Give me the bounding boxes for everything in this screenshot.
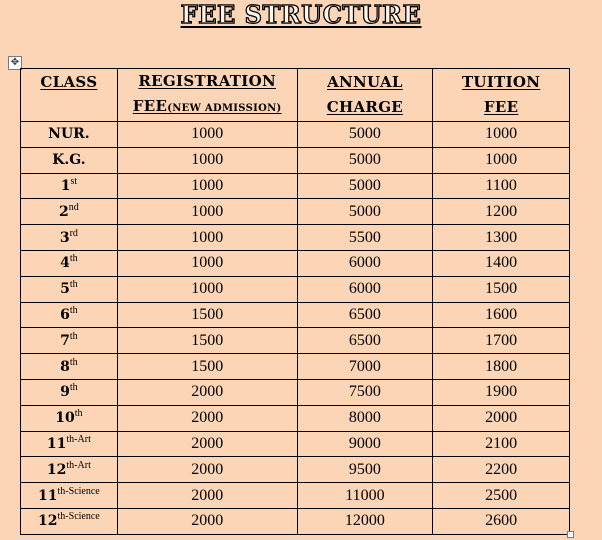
annual-cell: 8000	[297, 405, 433, 431]
class-cell: $12^{th-Science}$	[21, 508, 118, 534]
annual-cell: 5000	[297, 199, 433, 225]
annual-cell: 6000	[297, 276, 433, 302]
registration-cell: 2000	[117, 431, 297, 457]
class-cell: 3rd	[21, 225, 118, 251]
table-resize-handle[interactable]	[567, 531, 574, 538]
tuition-cell: 1000	[433, 147, 570, 173]
registration-cell: 2000	[117, 483, 297, 509]
table-row	[21, 457, 570, 483]
annual-cell: 12000	[297, 508, 433, 534]
header-tuition-line1: TUITION	[461, 73, 541, 91]
table-row	[21, 276, 570, 302]
table-row	[21, 431, 570, 457]
header-registration-line2: FEE	[132, 97, 168, 115]
table-header-row	[21, 69, 570, 122]
tuition-cell: 1000	[433, 122, 570, 148]
table-row	[21, 250, 570, 276]
tuition-cell: 1400	[433, 250, 570, 276]
header-registration-note: (NEW ADMISSION)	[167, 103, 282, 114]
tuition-cell: 2200	[433, 457, 570, 483]
fee-table	[20, 68, 570, 535]
table-row	[21, 173, 570, 199]
header-registration	[117, 69, 297, 122]
registration-cell: 1000	[117, 199, 297, 225]
annual-cell: 6500	[297, 302, 433, 328]
annual-cell: 7000	[297, 354, 433, 380]
registration-cell: 2000	[117, 508, 297, 534]
annual-cell: 5000	[297, 122, 433, 148]
header-annual	[297, 69, 433, 122]
table-row	[21, 122, 570, 148]
tuition-cell: 2000	[433, 405, 570, 431]
registration-cell: 2000	[117, 405, 297, 431]
tuition-cell: 1300	[433, 225, 570, 251]
registration-cell: 1000	[117, 250, 297, 276]
registration-cell: 1500	[117, 354, 297, 380]
class-cell: 1st	[21, 173, 118, 199]
registration-cell: 1500	[117, 328, 297, 354]
class-cell: 4th	[21, 250, 118, 276]
header-class	[21, 69, 118, 122]
header-tuition-line2: FEE	[483, 98, 519, 116]
class-cell: 2nd	[21, 199, 118, 225]
class-cell: $11^{th-Science}$	[21, 483, 118, 509]
table-row	[21, 147, 570, 173]
header-class-text: CLASS	[40, 73, 98, 91]
registration-cell: 1000	[117, 225, 297, 251]
registration-cell: 1000	[117, 122, 297, 148]
header-tuition	[433, 69, 570, 122]
page-title-text: FEE STRUCTURE	[180, 0, 422, 29]
table-row	[21, 225, 570, 251]
move-cross-icon[interactable]: ✥	[8, 56, 22, 70]
annual-cell: 7500	[297, 379, 433, 405]
annual-cell: 11000	[297, 483, 433, 509]
table-row	[21, 302, 570, 328]
registration-cell: 1500	[117, 302, 297, 328]
class-cell: 10th	[21, 405, 118, 431]
registration-cell: 1000	[117, 147, 297, 173]
annual-cell: 5500	[297, 225, 433, 251]
class-cell: 7th	[21, 328, 118, 354]
table-row	[21, 405, 570, 431]
registration-cell: 1000	[117, 276, 297, 302]
class-cell: K.G.	[21, 147, 118, 173]
annual-cell: 9000	[297, 431, 433, 457]
page-title	[0, 0, 602, 30]
table-row	[21, 354, 570, 380]
tuition-cell: 1900	[433, 379, 570, 405]
annual-cell: 5000	[297, 173, 433, 199]
annual-cell: 6000	[297, 250, 433, 276]
table-row	[21, 508, 570, 534]
class-cell: NUR.	[21, 122, 118, 148]
annual-cell: 9500	[297, 457, 433, 483]
annual-cell: 5000	[297, 147, 433, 173]
tuition-cell: 1600	[433, 302, 570, 328]
class-cell: 9th	[21, 379, 118, 405]
class-cell: $11^{th-Art}$	[21, 431, 118, 457]
tuition-cell: 1200	[433, 199, 570, 225]
header-annual-line1: ANNUAL	[327, 73, 403, 91]
tuition-cell: 2600	[433, 508, 570, 534]
tuition-cell: 1700	[433, 328, 570, 354]
tuition-cell: 2500	[433, 483, 570, 509]
tuition-cell: 2100	[433, 431, 570, 457]
registration-cell: 2000	[117, 379, 297, 405]
tuition-cell: 1800	[433, 354, 570, 380]
registration-cell: 2000	[117, 457, 297, 483]
class-cell: 5th	[21, 276, 118, 302]
table-row	[21, 328, 570, 354]
header-annual-line2: CHARGE	[326, 98, 404, 116]
table-row	[21, 483, 570, 509]
class-cell: 6th	[21, 302, 118, 328]
tuition-cell: 1100	[433, 173, 570, 199]
header-registration-line1: REGISTRATION	[138, 72, 276, 90]
registration-cell: 1000	[117, 173, 297, 199]
class-cell: $12^{th-Art}$	[21, 457, 118, 483]
table-row	[21, 379, 570, 405]
tuition-cell: 1500	[433, 276, 570, 302]
class-cell: 8th	[21, 354, 118, 380]
table-row	[21, 199, 570, 225]
annual-cell: 6500	[297, 328, 433, 354]
